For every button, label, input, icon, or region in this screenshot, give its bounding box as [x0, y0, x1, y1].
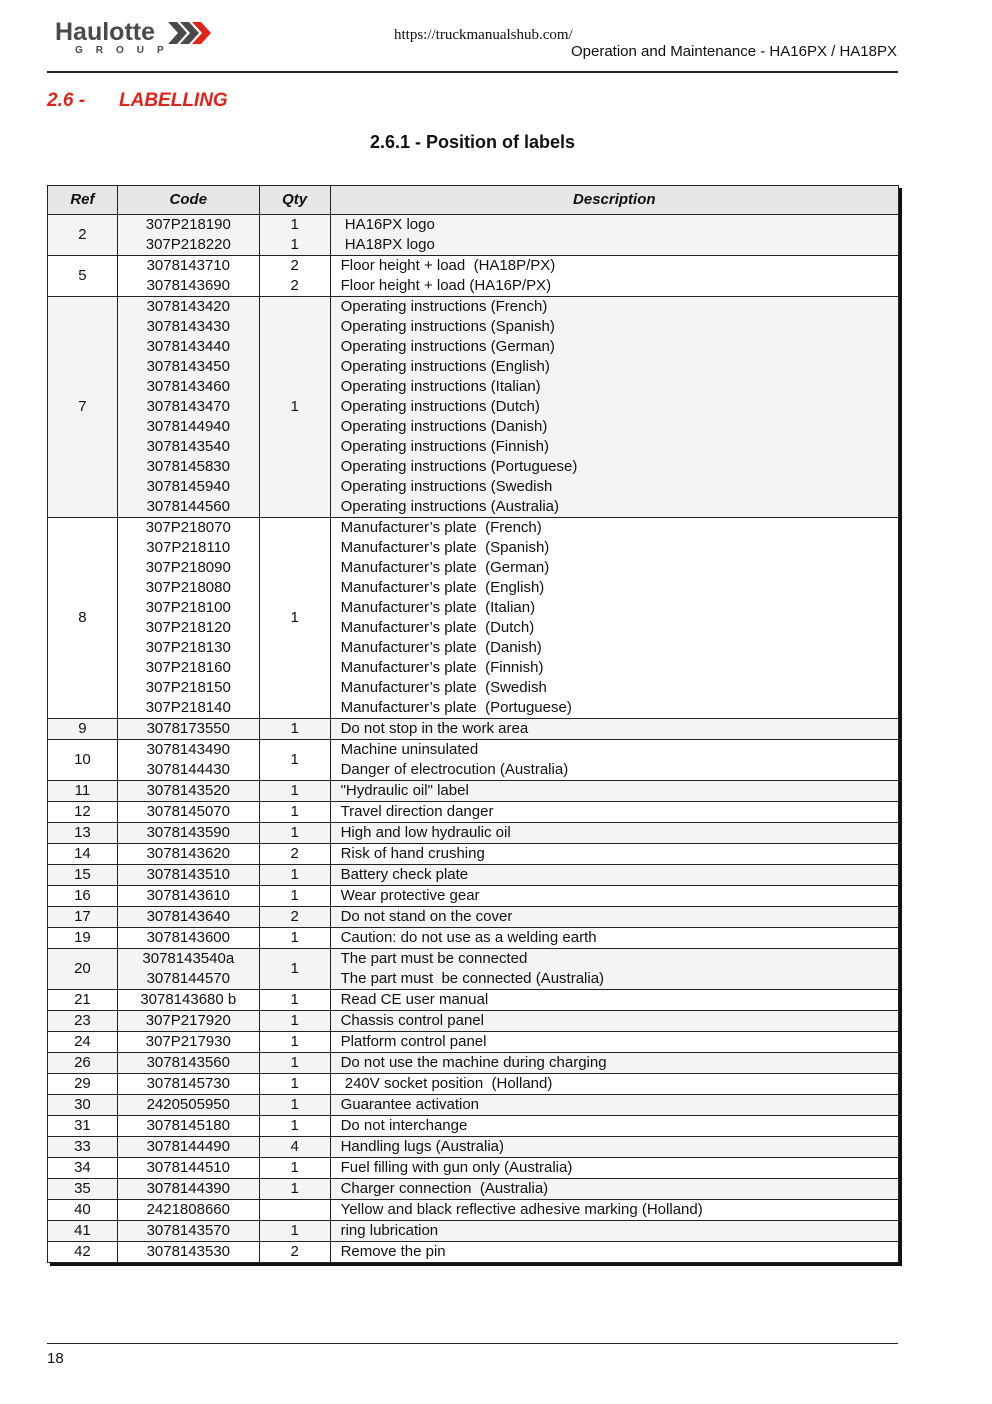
cell-ref: 34: [48, 1158, 118, 1179]
qty-text: 1: [290, 1096, 299, 1113]
desc-text: Manufacturer’s plate (Danish): [340, 639, 542, 656]
qty-text: 1: [290, 803, 299, 820]
codes-text: 3078143560: [146, 1054, 230, 1071]
cell-code: [117, 1137, 259, 1158]
cell-code: [117, 1179, 259, 1200]
cell-qty: [259, 215, 330, 256]
table-row: [48, 719, 899, 740]
qty-text: 1: [290, 609, 299, 626]
desc-text: Floor height + load (HA18P/PX): [340, 257, 556, 274]
cell-description: [330, 886, 898, 907]
desc-text: "Hydraulic oil" label: [340, 782, 469, 799]
desc-text: Do not stop in the work area: [340, 720, 529, 737]
cell-ref: 9: [48, 719, 118, 740]
codes-text: 3078143460: [146, 378, 230, 395]
desc-text: The part must be connected: [340, 950, 528, 967]
cell-qty: [259, 781, 330, 802]
cell-description: [330, 823, 898, 844]
table-row: [48, 823, 899, 844]
cell-code: [117, 719, 259, 740]
desc-text: Operating instructions (Dutch): [340, 398, 540, 415]
codes-text: 307P218160: [145, 659, 231, 676]
cell-description: [330, 1095, 898, 1116]
qty-text: 1: [290, 887, 299, 904]
cell-code: [117, 844, 259, 865]
desc-text: The part must be connected (Australia): [340, 970, 605, 987]
qty-text: 1: [290, 1033, 299, 1050]
desc-text: Operating instructions (Italian): [340, 378, 541, 395]
codes-text: 3078143440: [146, 338, 230, 355]
section-heading: [47, 90, 228, 112]
desc-text: Manufacturer’s plate (Portuguese): [340, 699, 572, 716]
codes-text: 307P218220: [145, 236, 231, 253]
qty-text: 1: [290, 1159, 299, 1176]
qty-text: 2: [290, 908, 299, 925]
cell-qty: [259, 1074, 330, 1095]
table-row: [48, 1137, 899, 1158]
cell-qty: [259, 907, 330, 928]
table-row: [48, 781, 899, 802]
qty-text: [260, 1200, 330, 1220]
cell-qty: [259, 1137, 330, 1158]
desc-text: Operating instructions (Danish): [340, 418, 548, 435]
desc-text: Guarantee activation: [340, 1096, 479, 1113]
codes-text: 3078143610: [146, 887, 230, 904]
codes-text: 307P218110: [146, 539, 231, 556]
cell-ref: 19: [48, 928, 118, 949]
cell-qty: [259, 1179, 330, 1200]
cell-qty: [259, 740, 330, 781]
cell-description: [330, 1011, 898, 1032]
cell-qty: [259, 256, 330, 297]
desc-text: Manufacturer’s plate (Swedish: [340, 679, 547, 696]
codes-text: 3078143490: [146, 741, 230, 758]
cell-description: [330, 949, 898, 990]
codes-text: 3078144390: [146, 1180, 230, 1197]
header-description: Description: [330, 186, 898, 215]
desc-text: High and low hydraulic oil: [340, 824, 511, 841]
qty-text: 1: [290, 866, 299, 883]
desc-text: Read CE user manual: [340, 991, 489, 1008]
cell-ref: 13: [48, 823, 118, 844]
qty-text: 1: [290, 1075, 299, 1092]
codes-text: 3078145180: [146, 1117, 230, 1134]
desc-text: Chassis control panel: [340, 1012, 484, 1029]
cell-description: [330, 865, 898, 886]
table-row: [48, 1221, 899, 1242]
table-row: [48, 256, 899, 297]
cell-code: [117, 1221, 259, 1242]
desc-text: ring lubrication: [340, 1222, 439, 1239]
cell-description: [330, 740, 898, 781]
qty-text: 1: [290, 782, 299, 799]
desc-text: Operating instructions (Swedish: [340, 478, 553, 495]
codes-text: 3078143640: [146, 908, 230, 925]
source-url: https://truckmanualshub.com/: [394, 27, 573, 43]
cell-code: [117, 802, 259, 823]
cell-ref: 26: [48, 1053, 118, 1074]
desc-text: Caution: do not use as a welding earth: [340, 929, 597, 946]
qty-text: 4: [290, 1138, 299, 1155]
qty-text: 1: [290, 236, 299, 253]
codes-text: 3078143430: [146, 318, 230, 335]
cell-description: [330, 297, 898, 518]
cell-qty: [259, 1158, 330, 1179]
cell-code: [117, 886, 259, 907]
desc-text: Floor height + load (HA16P/PX): [340, 277, 552, 294]
table-row: [48, 886, 899, 907]
qty-text: 1: [290, 1012, 299, 1029]
desc-text: Charger connection (Australia): [340, 1180, 549, 1197]
table-row: [48, 1053, 899, 1074]
desc-text: Manufacturer’s plate (Italian): [340, 599, 536, 616]
cell-qty: [259, 823, 330, 844]
desc-text: Danger of electrocution (Australia): [340, 761, 569, 778]
codes-text: 307P217930: [145, 1033, 231, 1050]
desc-text: Manufacturer’s plate (Dutch): [340, 619, 535, 636]
codes-text: 3078143540a: [142, 950, 235, 967]
desc-text: Wear protective gear: [340, 887, 480, 904]
codes-text: 3078143680 b: [140, 991, 237, 1008]
cell-description: [330, 1179, 898, 1200]
desc-text: Do not stand on the cover: [340, 908, 513, 925]
desc-text: Operating instructions (English): [340, 358, 550, 375]
cell-code: [117, 1053, 259, 1074]
cell-code: [117, 1158, 259, 1179]
cell-ref: 8: [48, 518, 118, 719]
table-row: [48, 865, 899, 886]
table-row: [48, 802, 899, 823]
table-row: [48, 1200, 899, 1221]
cell-description: [330, 719, 898, 740]
cell-code: [117, 990, 259, 1011]
cell-ref: 35: [48, 1179, 118, 1200]
cell-ref: 17: [48, 907, 118, 928]
codes-text: 3078143710: [146, 257, 230, 274]
cell-code: [117, 1095, 259, 1116]
qty-text: 1: [290, 929, 299, 946]
cell-qty: [259, 1011, 330, 1032]
codes-text: 307P218100: [145, 599, 231, 616]
qty-text: 2: [290, 277, 299, 294]
cell-qty: [259, 802, 330, 823]
codes-text: 307P218070: [145, 519, 231, 536]
table-row: [48, 1095, 899, 1116]
table-row: [48, 1074, 899, 1095]
table-row: [48, 928, 899, 949]
qty-text: 1: [290, 991, 299, 1008]
codes-text: 307P218130: [145, 639, 231, 656]
cell-ref: 29: [48, 1074, 118, 1095]
cell-description: [330, 1221, 898, 1242]
cell-ref: 31: [48, 1116, 118, 1137]
labels-table: [47, 185, 899, 1263]
desc-text: Manufacturer’s plate (French): [340, 519, 542, 536]
codes-text: 3078144490: [146, 1138, 230, 1155]
desc-text: Remove the pin: [340, 1243, 446, 1260]
cell-code: [117, 823, 259, 844]
header-qty: Qty: [259, 186, 330, 215]
codes-text: 2420505950: [146, 1096, 230, 1113]
desc-text: Manufacturer’s plate (English): [340, 579, 545, 596]
cell-description: [330, 1158, 898, 1179]
cell-ref: 14: [48, 844, 118, 865]
cell-code: [117, 1074, 259, 1095]
codes-text: 3078143590: [146, 824, 230, 841]
cell-ref: 7: [48, 297, 118, 518]
header-ref: Ref: [48, 186, 118, 215]
cell-description: [330, 1032, 898, 1053]
cell-ref: 20: [48, 949, 118, 990]
cell-description: [330, 1137, 898, 1158]
desc-text: Yellow and black reflective adhesive marking (Holland): [340, 1201, 703, 1218]
logo-wordmark: Haulotte: [55, 18, 155, 46]
codes-text: 3078143510: [146, 866, 230, 883]
desc-text: Operating instructions (German): [340, 338, 555, 355]
cell-code: [117, 865, 259, 886]
cell-code: [117, 781, 259, 802]
desc-text: Travel direction danger: [340, 803, 494, 820]
cell-description: [330, 1242, 898, 1263]
cell-code: [117, 1242, 259, 1263]
codes-text: 3078173550: [146, 720, 230, 737]
qty-text: 2: [290, 845, 299, 862]
cell-description: [330, 215, 898, 256]
cell-description: [330, 928, 898, 949]
qty-text: 1: [290, 216, 299, 233]
desc-text: Operating instructions (Finnish): [340, 438, 549, 455]
qty-text: 1: [290, 1180, 299, 1197]
desc-text: Do not interchange: [340, 1117, 468, 1134]
codes-text: 307P218190: [145, 216, 231, 233]
cell-code: [117, 215, 259, 256]
qty-text: 1: [290, 720, 299, 737]
table-row: [48, 1011, 899, 1032]
cell-code: [117, 907, 259, 928]
codes-text: 3078143450: [146, 358, 230, 375]
cell-qty: [259, 844, 330, 865]
cell-ref: 2: [48, 215, 118, 256]
desc-text: Risk of hand crushing: [340, 845, 485, 862]
desc-text: Machine uninsulated: [340, 741, 479, 758]
codes-text: 3078145940: [146, 478, 230, 495]
cell-description: [330, 844, 898, 865]
codes-text: 3078144510: [146, 1159, 230, 1176]
cell-code: [117, 256, 259, 297]
desc-text: Operating instructions (Australia): [340, 498, 560, 515]
cell-description: [330, 781, 898, 802]
table-row: [48, 907, 899, 928]
codes-text: 2421808660: [146, 1201, 230, 1218]
codes-text: 3078144570: [146, 970, 230, 987]
desc-text: HA18PX logo: [340, 236, 435, 253]
table-body: [48, 215, 899, 1263]
desc-text: Platform control panel: [340, 1033, 487, 1050]
header-code: Code: [117, 186, 259, 215]
cell-qty: [259, 1032, 330, 1053]
table-row: [48, 949, 899, 990]
cell-qty: [259, 1053, 330, 1074]
cell-qty: [259, 518, 330, 719]
codes-text: 3078145730: [146, 1075, 230, 1092]
table-row: [48, 1179, 899, 1200]
page-number: 18: [47, 1350, 64, 1367]
cell-description: [330, 1200, 898, 1221]
cell-ref: 11: [48, 781, 118, 802]
document-title: Operation and Maintenance - HA16PX / HA18PX: [570, 43, 897, 60]
qty-text: 1: [290, 824, 299, 841]
codes-text: 3078145830: [146, 458, 230, 475]
table-row: [48, 297, 899, 518]
section-number: 2.6 -: [47, 90, 86, 111]
cell-code: [117, 928, 259, 949]
table-row: [48, 1158, 899, 1179]
codes-text: 3078143470: [146, 398, 230, 415]
cell-qty: [259, 297, 330, 518]
codes-text: 3078143620: [146, 845, 230, 862]
codes-text: 3078144430: [146, 761, 230, 778]
cell-ref: 40: [48, 1200, 118, 1221]
qty-text: 1: [290, 751, 299, 768]
cell-qty: [259, 990, 330, 1011]
header-rule: [47, 71, 898, 73]
cell-qty: [259, 949, 330, 990]
desc-text: Manufacturer’s plate (Spanish): [340, 539, 550, 556]
desc-text: Do not use the machine during charging: [340, 1054, 607, 1071]
cell-ref: 12: [48, 802, 118, 823]
codes-text: 3078143540: [146, 438, 230, 455]
table-row: [48, 1242, 899, 1263]
logo-group-text: GROUP: [75, 45, 177, 56]
codes-text: 3078143570: [146, 1222, 230, 1239]
codes-text: 3078144560: [146, 498, 230, 515]
desc-text: Handling lugs (Australia): [340, 1138, 504, 1155]
desc-text: Manufacturer’s plate (Finnish): [340, 659, 544, 676]
table-row: [48, 518, 899, 719]
cell-code: [117, 1032, 259, 1053]
codes-text: 307P218140: [145, 699, 231, 716]
cell-ref: 5: [48, 256, 118, 297]
desc-text: Operating instructions (Spanish): [340, 318, 555, 335]
codes-text: 307P218150: [145, 679, 231, 696]
cell-qty: [259, 928, 330, 949]
table-row: [48, 1116, 899, 1137]
codes-text: 3078143600: [146, 929, 230, 946]
codes-text: 3078143530: [146, 1243, 230, 1260]
cell-code: [117, 297, 259, 518]
table-row: [48, 740, 899, 781]
cell-code: [117, 1011, 259, 1032]
haulotte-logo: [55, 18, 225, 62]
qty-text: 2: [290, 257, 299, 274]
desc-text: Fuel filling with gun only (Australia): [340, 1159, 573, 1176]
codes-text: 3078145070: [146, 803, 230, 820]
cell-description: [330, 256, 898, 297]
desc-text: Battery check plate: [340, 866, 469, 883]
desc-text: Operating instructions (French): [340, 298, 548, 315]
cell-code: [117, 518, 259, 719]
cell-qty: [259, 1242, 330, 1263]
cell-ref: 15: [48, 865, 118, 886]
codes-text: 3078143420: [146, 298, 230, 315]
table-row: [48, 1032, 899, 1053]
desc-text: Manufacturer’s plate (German): [340, 559, 550, 576]
qty-text: 2: [290, 1243, 299, 1260]
cell-code: [117, 740, 259, 781]
logo-arrows-icon: [168, 22, 212, 44]
table-row: [48, 215, 899, 256]
qty-text: 1: [290, 1054, 299, 1071]
cell-code: [117, 949, 259, 990]
cell-code: [117, 1116, 259, 1137]
codes-text: 307P218120: [145, 619, 231, 636]
cell-qty: [259, 1095, 330, 1116]
cell-ref: 24: [48, 1032, 118, 1053]
codes-text: 307P217920: [145, 1012, 231, 1029]
cell-description: [330, 907, 898, 928]
qty-text: 1: [290, 398, 299, 415]
cell-description: [330, 1074, 898, 1095]
table-header-row: [48, 186, 899, 215]
section-title: LABELLING: [119, 90, 228, 111]
subsection-title: 2.6.1 - Position of labels: [369, 132, 576, 152]
cell-qty: [259, 865, 330, 886]
cell-qty: [259, 886, 330, 907]
qty-text: 1: [290, 1222, 299, 1239]
desc-text: HA16PX logo: [340, 216, 435, 233]
cell-ref: 42: [48, 1242, 118, 1263]
codes-text: 307P218080: [145, 579, 231, 596]
codes-text: 3078143690: [146, 277, 230, 294]
cell-description: [330, 802, 898, 823]
cell-qty: [259, 1116, 330, 1137]
cell-description: [330, 1116, 898, 1137]
cell-description: [330, 1053, 898, 1074]
cell-qty: [259, 1200, 330, 1221]
table-row: [48, 990, 899, 1011]
cell-qty: [259, 1221, 330, 1242]
cell-ref: 23: [48, 1011, 118, 1032]
codes-text: 3078143520: [146, 782, 230, 799]
table-row: [48, 844, 899, 865]
cell-ref: 16: [48, 886, 118, 907]
cell-ref: 33: [48, 1137, 118, 1158]
cell-ref: 10: [48, 740, 118, 781]
cell-ref: 41: [48, 1221, 118, 1242]
codes-text: 3078144940: [146, 418, 230, 435]
cell-description: [330, 990, 898, 1011]
desc-text: 240V socket position (Holland): [340, 1075, 553, 1092]
cell-ref: 21: [48, 990, 118, 1011]
codes-text: 307P218090: [145, 559, 231, 576]
cell-code: [117, 1200, 259, 1221]
desc-text: Operating instructions (Portuguese): [340, 458, 578, 475]
cell-description: [330, 518, 898, 719]
qty-text: 1: [290, 960, 299, 977]
footer-rule: [47, 1343, 898, 1344]
qty-text: 1: [290, 1117, 299, 1134]
cell-ref: 30: [48, 1095, 118, 1116]
cell-qty: [259, 719, 330, 740]
